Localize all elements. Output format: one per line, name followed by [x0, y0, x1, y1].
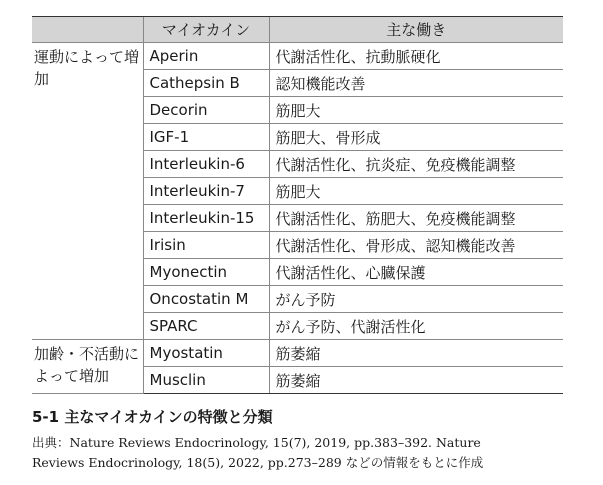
- table-row: [32, 43, 563, 70]
- myokine-name: Myonectin: [143, 259, 269, 286]
- table-row: [32, 340, 563, 367]
- header-myokine: マイオカイン: [143, 17, 269, 43]
- myokine-table: [32, 16, 563, 394]
- myokine-function: がん予防: [269, 286, 563, 313]
- myokine-name: Cathepsin B: [143, 70, 269, 97]
- myokine-function: 認知機能改善: [269, 70, 563, 97]
- myokine-name: Irisin: [143, 232, 269, 259]
- myokine-name: Decorin: [143, 97, 269, 124]
- table-header-row: [32, 17, 563, 43]
- myokine-function: 筋萎縮: [269, 340, 563, 367]
- group-label: 加齢・不活動によって増加: [32, 340, 143, 394]
- myokine-function: 代謝活性化、抗動脈硬化: [269, 43, 563, 70]
- figure-caption: 5-1 主なマイオカインの特徴と分類: [32, 408, 273, 426]
- myokine-function: 代謝活性化、抗炎症、免疫機能調整: [269, 151, 563, 178]
- header-function: 主な働き: [269, 17, 563, 43]
- myokine-name: Musclin: [143, 367, 269, 394]
- source-note: [32, 433, 572, 473]
- source-line-2: Reviews Endocrinology, 18(5), 2022, pp.273–289 などの情報をもとに作成: [32, 455, 484, 470]
- group-label: 運動によって増加: [32, 43, 143, 340]
- myokine-name: SPARC: [143, 313, 269, 340]
- myokine-name: Interleukin-15: [143, 205, 269, 232]
- myokine-function: 代謝活性化、心臓保護: [269, 259, 563, 286]
- myokine-function: 筋萎縮: [269, 367, 563, 394]
- myokine-function: がん予防、代謝活性化: [269, 313, 563, 340]
- myokine-function: 筋肥大: [269, 97, 563, 124]
- header-group: [32, 17, 143, 43]
- myokine-name: Interleukin-7: [143, 178, 269, 205]
- myokine-name: Myostatin: [143, 340, 269, 367]
- myokine-name: Oncostatin M: [143, 286, 269, 313]
- myokine-function: 筋肥大: [269, 178, 563, 205]
- myokine-name: Aperin: [143, 43, 269, 70]
- myokine-function: 代謝活性化、骨形成、認知機能改善: [269, 232, 563, 259]
- myokine-function: 代謝活性化、筋肥大、免疫機能調整: [269, 205, 563, 232]
- myokine-name: IGF-1: [143, 124, 269, 151]
- source-line-1: 出典：Nature Reviews Endocrinology, 15(7), 2019, pp.383–392. Nature: [32, 435, 481, 450]
- myokine-function: 筋肥大、骨形成: [269, 124, 563, 151]
- myokine-name: Interleukin-6: [143, 151, 269, 178]
